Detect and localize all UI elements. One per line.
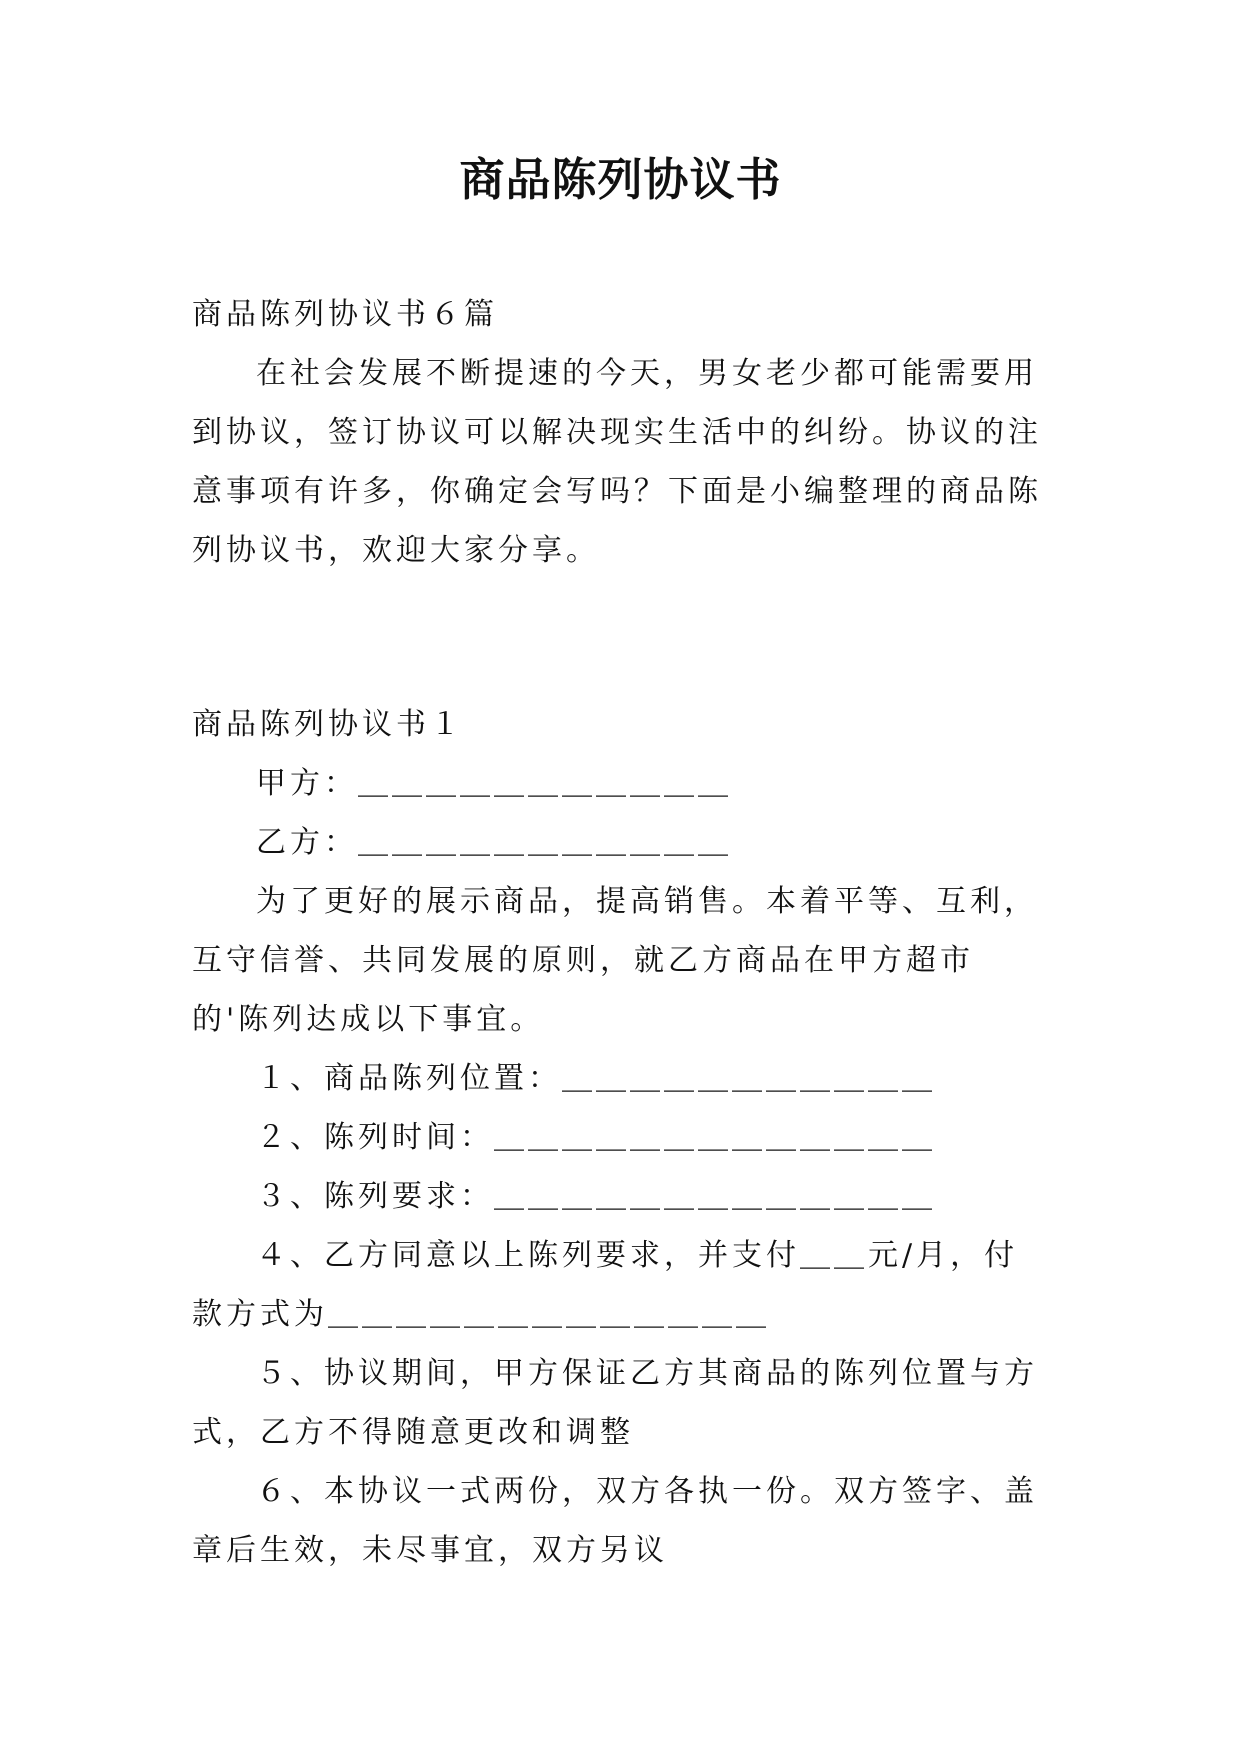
- preamble-paragraph: 为了更好的展示商品，提高销售。本着平等、互利，互守信誉、共同发展的原则，就乙方商品在甲方超市的'陈列达成以下事宜。: [192, 884, 1038, 1037]
- clause-5: ５、协议期间，甲方保证乙方其商品的陈列位置与方式，乙方不得随意更改和调整: [192, 1356, 1038, 1450]
- document-subtitle: 商品陈列协议书６篇: [192, 297, 498, 332]
- party-b-line: 乙方：＿＿＿＿＿＿＿＿＿＿＿: [256, 825, 732, 860]
- party-a-line: 甲方：＿＿＿＿＿＿＿＿＿＿＿: [256, 766, 732, 801]
- clause-3: ３、陈列要求：＿＿＿＿＿＿＿＿＿＿＿＿＿: [256, 1179, 936, 1214]
- intro-section: [192, 285, 1052, 580]
- clause-4: ４、乙方同意以上陈列要求，并支付＿＿元/月，付款方式为＿＿＿＿＿＿＿＿＿＿＿＿＿: [192, 1238, 1019, 1332]
- article-heading: 商品陈列协议书１: [192, 707, 464, 742]
- clause-1: １、商品陈列位置：＿＿＿＿＿＿＿＿＿＿＿: [256, 1061, 936, 1096]
- document-title: 商品陈列协议书: [459, 153, 782, 206]
- clause-6: ６、本协议一式两份，双方各执一份。双方签字、盖章后生效，未尽事宜，双方另议: [192, 1474, 1038, 1568]
- clause-2: ２、陈列时间：＿＿＿＿＿＿＿＿＿＿＿＿＿: [256, 1120, 936, 1155]
- article-1: [192, 695, 1052, 1580]
- intro-paragraph: 在社会发展不断提速的今天，男女老少都可能需要用到协议，签订协议可以解决现实生活中的纠纷。协议的注意事项有许多，你确定会写吗？下面是小编整理的商品陈列协议书，欢迎大家分享。: [192, 356, 1042, 568]
